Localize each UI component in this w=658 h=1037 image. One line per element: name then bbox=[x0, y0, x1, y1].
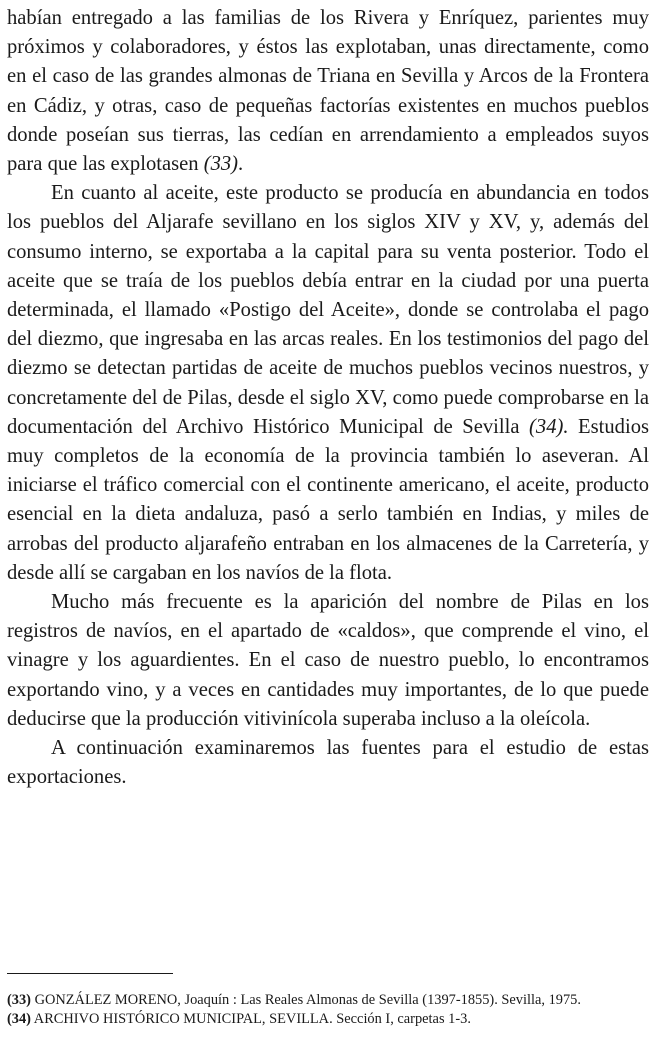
paragraph-2 bbox=[7, 179, 649, 588]
footnotes bbox=[7, 991, 652, 1029]
paragraph-3-text: Mucho más frecuente es la aparición del nombre de Pilas en los registros de navíos, en el apartado de «caldos», que comprende el vino, el vinagre y los aguardientes. En el caso de nuestro pueblo, lo encontramos exportando vino, y a veces en cantidades muy importantes, de lo que puede deducirse que la producción vitivinícola superaba incluso a la oleícola. bbox=[7, 591, 649, 730]
paragraph-1-text: habían entregado a las familias de los Rivera y Enríquez, parientes muy próximos y colaboradores, y éstos las explotaban, unas directamente, como en el caso de las grandes almonas de Triana en Sevilla y Arcos de la Frontera en Cádiz, y otras, caso de pequeñas factorías existentes en muchos pueblos donde poseían sus tierras, las cedían en arrendamiento a empleados suyos para que las explotasen bbox=[7, 7, 649, 176]
footnote-number: (34) bbox=[7, 1011, 31, 1027]
footnote-33 bbox=[7, 991, 652, 1010]
footnote-separator bbox=[7, 973, 173, 974]
paragraph-1-end: . bbox=[238, 153, 244, 176]
footnote-34 bbox=[7, 1010, 652, 1029]
paragraph-3 bbox=[7, 588, 649, 734]
paragraph-4 bbox=[7, 734, 649, 792]
footnote-number: (33) bbox=[7, 992, 31, 1008]
footnote-text: ARCHIVO HISTÓRICO MUNICIPAL, SEVILLA. Sección I, carpetas 1-3. bbox=[33, 1011, 471, 1027]
footnote-ref-33[interactable]: (33) bbox=[203, 153, 239, 176]
footnote-text: GONZÁLEZ MORENO, Joaquín : Las Reales Almonas de Sevilla (1397-1855). Sevilla, 1975. bbox=[34, 992, 581, 1008]
footnote-ref-34[interactable]: (34). bbox=[529, 415, 569, 438]
paragraph-4-text: A continuación examinaremos las fuentes para el estudio de estas exportaciones. bbox=[7, 737, 649, 789]
paragraph-2-continuation: Estudios muy completos de la economía de la provincia también lo aseveran. Al iniciarse el tráfico comercial con el continente americano, el aceite, producto esencial en la dieta andaluza, pasó a serlo también en Indias, y miles de arrobas del producto aljarafeño entraban en los almacenes de la Carretería, y desde allí se cargaban en los navíos de la flota. bbox=[7, 415, 650, 584]
paragraph-2-text: En cuanto al aceite, este producto se producía en abundancia en todos los pueblos del Aljarafe sevillano en los siglos XIV y XV, y, además del consumo interno, se exportaba a la capital para su venta posterior. Todo el aceite que se traía de los pueblos debía entrar en la ciudad por una puerta determinada, el llamado «Postigo del Aceite», donde se controlaba el pago del diezmo, que ingresaba en las arcas reales. En los testimonios del pago del diezmo se detectan partidas de aceite de muchos pueblos vecinos nuestros, y concretamente del de Pilas, desde el siglo XV, como puede comprobarse en la documentación del Archivo Histórico Municipal de Sevilla bbox=[7, 182, 649, 438]
document-page bbox=[7, 4, 649, 792]
paragraph-1 bbox=[7, 4, 649, 179]
